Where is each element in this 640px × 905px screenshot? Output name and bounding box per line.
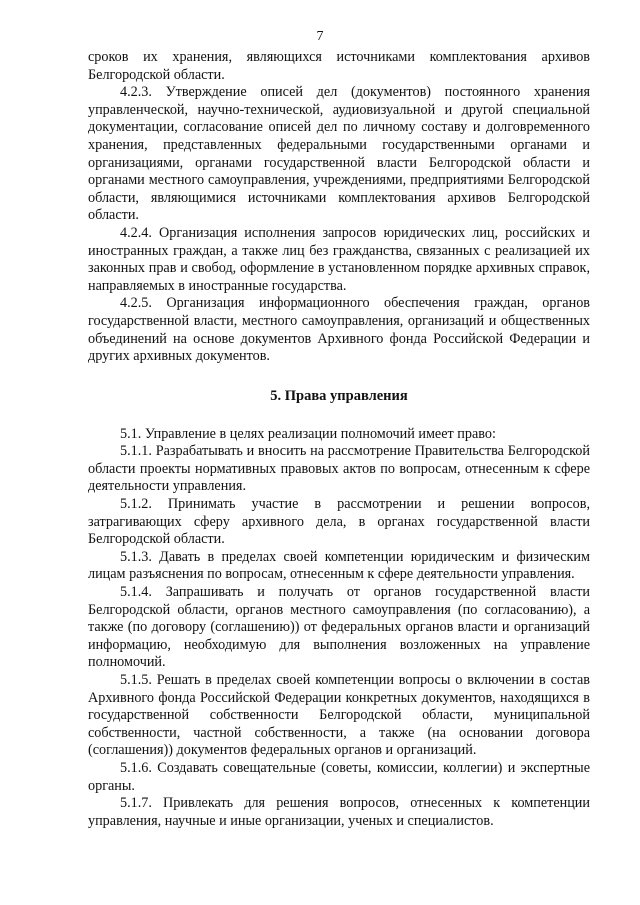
paragraph-p-5-1-6: 5.1.6. Создавать совещательные (советы, комиссии, коллегии) и экспертные органы. — [88, 759, 590, 794]
paragraph-p-5-1-1: 5.1.1. Разрабатывать и вносить на рассмотрение Правительства Белгородской области проекты нормативных правовых актов по вопросам, отнесенным к сфере деятельности управления. — [88, 443, 590, 495]
paragraph-p-5-1-3: 5.1.3. Давать в пределах своей компетенции юридическим и физическим лицам разъяснения по вопросам, отнесенным к сфере деятельности управления. — [88, 548, 590, 583]
paragraph-p-5-1-4: 5.1.4. Запрашивать и получать от органов государственной власти Белгородской области, органов местного самоуправления (по согласованию), а также (по договору (соглашению)) от федеральных органов власти и организаций информацию, необходимую для выполнения возложенных на управление полномочий. — [88, 584, 590, 671]
paragraph-p-5-1-7: 5.1.7. Привлекать для решения вопросов, отнесенных к компетенции управления, научные и иные организации, ученых и специалистов. — [88, 795, 590, 829]
paragraph-p-5-1: 5.1. Управление в целях реализации полномочий имеет право: — [120, 425, 496, 442]
page-number: 7 — [316, 29, 324, 44]
document-body — [88, 49, 590, 830]
paragraph-p-4-2-5: 4.2.5. Организация информационного обеспечения граждан, органов государственной власти, местного самоуправления, организаций и общественных объединений на основе документов Архивного фонда Российской Федерации и других архивных документов. — [88, 295, 590, 365]
paragraph-p-5-1-2: 5.1.2. Принимать участие в рассмотрении и решении вопросов, затрагивающих сферу архивного дела, в органах государственной власти Белгородской области. — [88, 496, 590, 548]
paragraph-p-4-2-4: 4.2.4. Организация исполнения запросов юридических лиц, российских и иностранных граждан, а также лиц без гражданства, связанных с реализацией их законных прав и свобод, оформление в установленном порядке архивных справок, направляемых в иностранные государства. — [88, 224, 590, 294]
section-5-body — [88, 426, 590, 831]
paragraph-p-5-1-5: 5.1.5. Решать в пределах своей компетенции вопросы о включении в состав Архивного фонда Российской Федерации конкретных документов, находящихся в государственной собственности Белгородской области, муниципальной собственности, частной собственности, а также (на основании договора (соглашения)) документов федеральных органов и организаций. — [88, 672, 590, 759]
paragraph-p-4-2-3: 4.2.3. Утверждение описей дел (документов) постоянного хранения управленческой, научно-технической, аудиовизуальной и другой специальной документации, согласование описей дел по личному составу и долговременного хранения, представленных федеральными государственными органами и организациями, органами государственной власти Белгородской области и органами местного самоуправления, учреждениями, предприятиями Белгородской области, являющимися источниками комплектования архивов Белгородской области. — [88, 84, 590, 224]
section-4-continuation — [88, 49, 590, 366]
section-title: 5. Права управления — [270, 387, 408, 404]
paragraph-cont: сроков их хранения, являющихся источниками комплектования архивов Белгородской области. — [88, 49, 590, 83]
